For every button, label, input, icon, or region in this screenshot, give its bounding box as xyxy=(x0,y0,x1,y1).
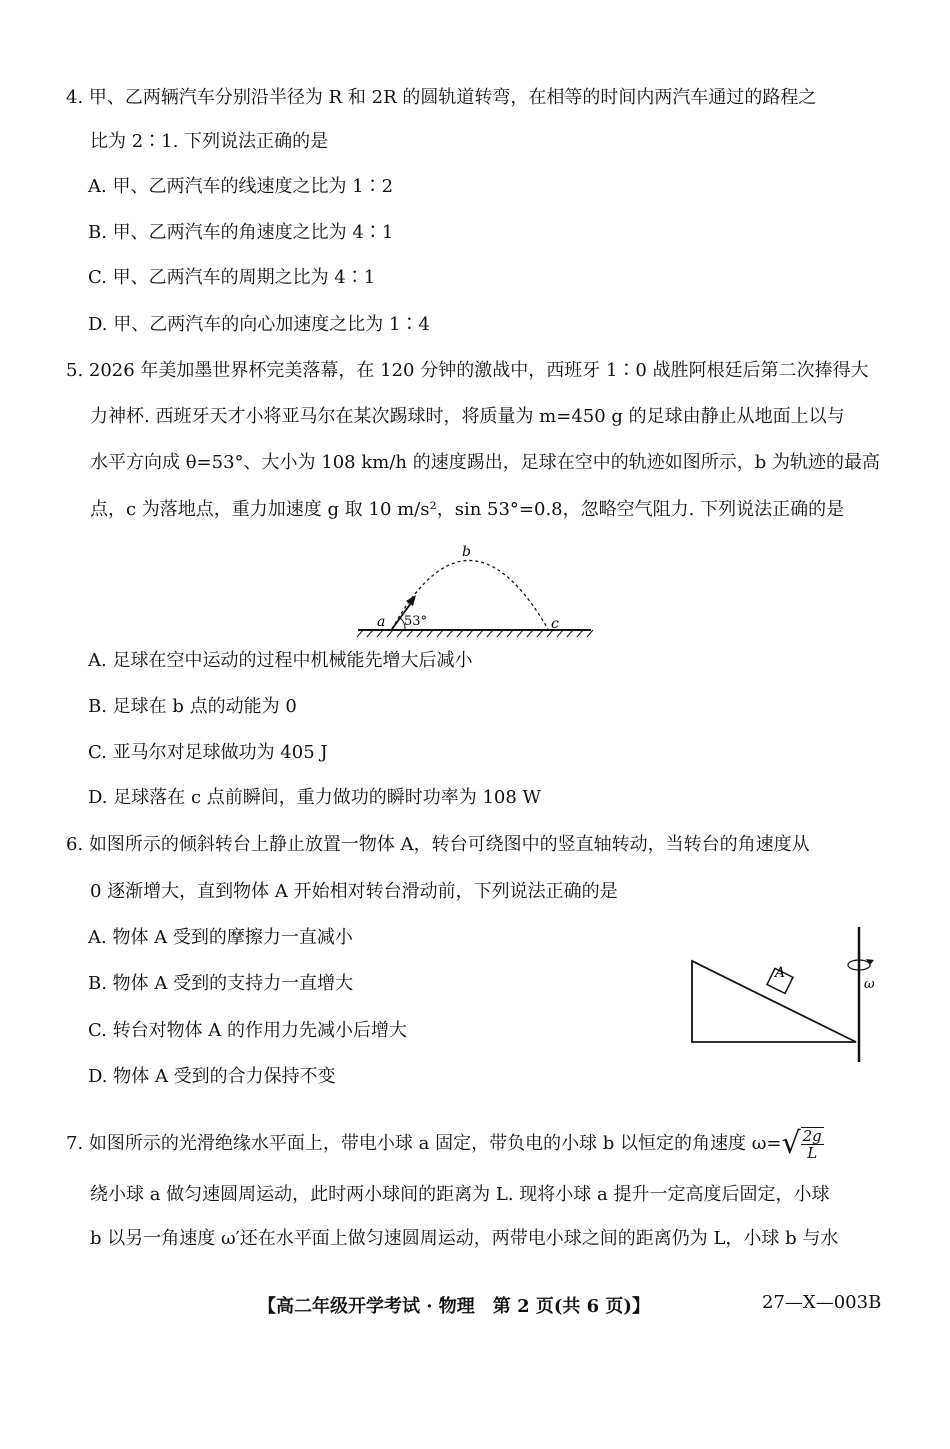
q5-stem-line2: 力神杯. 西班牙天才小将亚马尔在某次踢球时，将质量为 m=450 g 的足球由静止从地面上以与 xyxy=(90,406,845,427)
q7-stem-line2: 绕小球 a 做匀速圆周运动，此时两小球间的距离为 L. 现将小球 a 提升一定高度后固定，小球 xyxy=(90,1184,830,1205)
formula-numerator: 2g xyxy=(802,1127,822,1145)
q4-stem-line2: 比为 2∶1. 下列说法正确的是 xyxy=(90,131,329,152)
q4-option-a: A. 甲、乙两汽车的线速度之比为 1∶2 xyxy=(88,176,394,197)
block-a-label: A xyxy=(775,965,786,981)
q5-option-c: C. 亚马尔对足球做功为 405 J xyxy=(88,742,328,763)
q6-option-a: A. 物体 A 受到的摩擦力一直减小 xyxy=(88,927,353,948)
point-a-label: a xyxy=(377,614,386,630)
point-c-label: c xyxy=(551,616,559,632)
page-footer-code: 27—X—003B xyxy=(762,1292,882,1313)
omega-formula: √ $\frac{2g}{L}$ xyxy=(781,1126,822,1162)
q5-stem-line3: 水平方向成 θ=53°、大小为 108 km/h 的速度踢出，足球在空中的轨迹如图所示，b 为轨迹的最高 xyxy=(90,452,880,473)
q4-stem-line1: 4. 甲、乙两辆汽车分别沿半径为 R 和 2R 的圆轨道转弯，在相等的时间内两汽车通过的路程之 xyxy=(66,87,817,108)
q4-option-b: B. 甲、乙两汽车的角速度之比为 4∶1 xyxy=(88,222,394,243)
velocity-arrowhead xyxy=(406,595,416,606)
q5-option-a: A. 足球在空中运动的过程中机械能先增大后减小 xyxy=(88,650,473,671)
page-footer-title: 【高二年级开学考试 · 物理 第 2 页(共 6 页)】 xyxy=(258,1296,650,1317)
point-b-label: b xyxy=(462,544,471,560)
q6-stem-line1: 6. 如图所示的倾斜转台上静止放置一物体 A，转台可绕图中的竖直轴转动，当转台的角速度从 xyxy=(66,834,810,855)
omega-label: ω xyxy=(864,977,875,992)
q6-stem-line2: 0 逐渐增大，直到物体 A 开始相对转台滑动前，下列说法正确的是 xyxy=(90,881,618,902)
q5-option-b: B. 足球在 b 点的动能为 0 xyxy=(88,696,297,717)
q5-trajectory-figure xyxy=(355,538,595,642)
q4-option-c: C. 甲、乙两汽车的周期之比为 4∶1 xyxy=(88,267,376,288)
q6-turntable-figure xyxy=(685,925,885,1065)
q5-stem-line1: 5. 2026 年美加墨世界杯完美落幕，在 120 分钟的激战中，西班牙 1∶0 战胜阿根廷后第二次捧得大 xyxy=(66,360,869,381)
q7-stem-line3: b 以另一角速度 ω′还在水平面上做匀速圆周运动，两带电小球之间的距离仍为 L，小球 b 与水 xyxy=(90,1228,839,1249)
q6-option-c: C. 转台对物体 A 的作用力先减小后增大 xyxy=(88,1020,408,1041)
q4-option-d: D. 甲、乙两汽车的向心加速度之比为 1∶4 xyxy=(88,314,430,335)
q5-option-d: D. 足球落在 c 点前瞬间，重力做功的瞬时功率为 108 W xyxy=(88,787,542,808)
q7-stem-line1-text: 7. 如图所示的光滑绝缘水平面上，带电小球 a 固定，带负电的小球 b 以恒定的角速度 ω= xyxy=(66,1133,782,1154)
q6-option-b: B. 物体 A 受到的支持力一直增大 xyxy=(88,973,354,994)
q6-option-d: D. 物体 A 受到的合力保持不变 xyxy=(88,1066,336,1087)
formula-denominator: L xyxy=(807,1144,818,1162)
q5-stem-line4: 点，c 为落地点，重力加速度 g 取 10 m/s²，sin 53°=0.8，忽略空气阻力. 下列说法正确的是 xyxy=(90,499,845,520)
q7-stem-line1 xyxy=(66,1127,824,1161)
angle-label: 53° xyxy=(404,614,428,629)
